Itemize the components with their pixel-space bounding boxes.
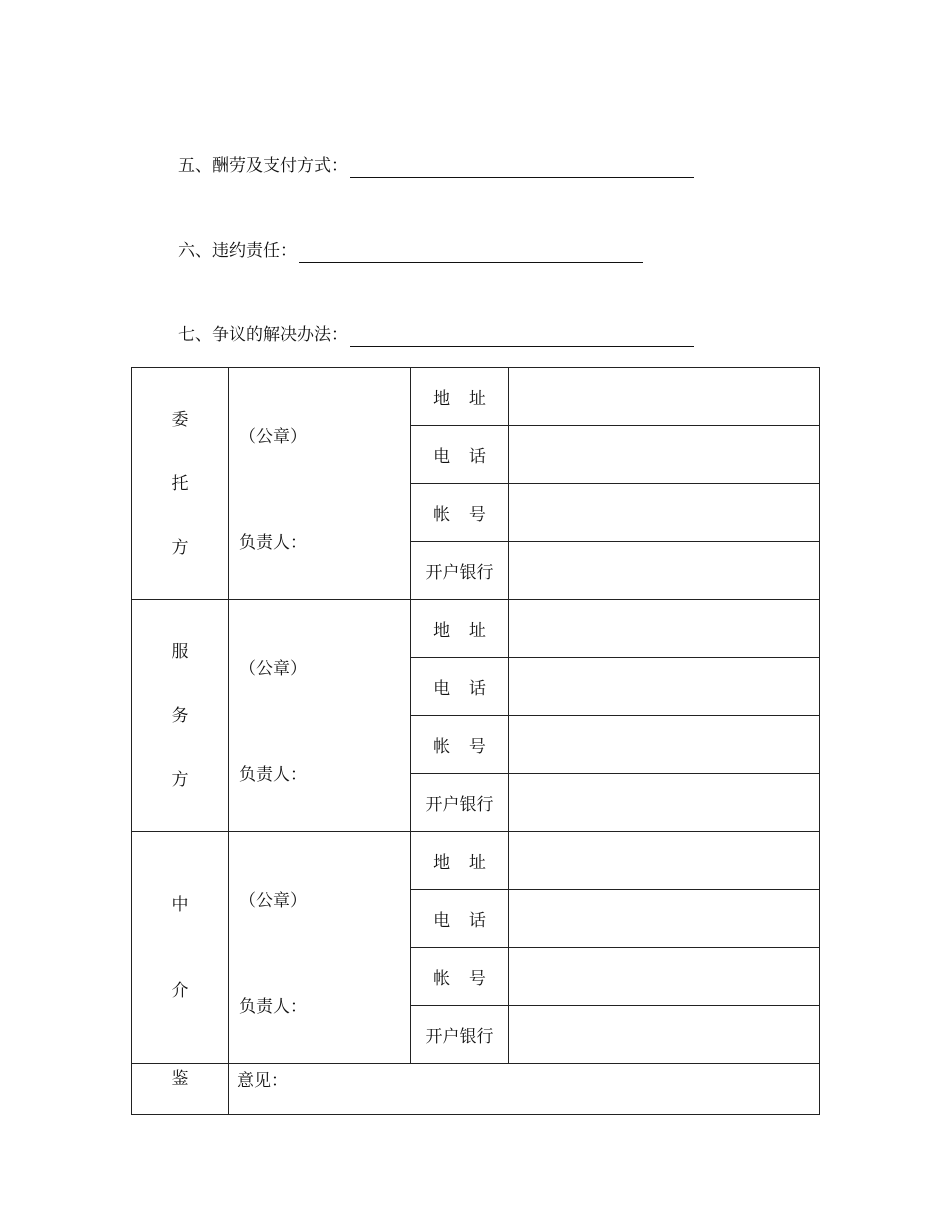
opinion-label: 意见： <box>237 1071 288 1091</box>
bank-label: 开户银行 <box>411 1006 509 1064</box>
party-name-char: 方 <box>171 537 189 558</box>
party-name-char: 介 <box>171 980 189 1001</box>
phone-label: 电话 <box>411 426 509 484</box>
bank-field[interactable] <box>509 542 820 600</box>
party-name-char: 委 <box>171 409 189 430</box>
seal-label: （公章） <box>239 891 307 911</box>
account-label: 帐号 <box>411 948 509 1006</box>
seal-label: （公章） <box>239 427 307 447</box>
address-label: 地址 <box>411 832 509 890</box>
address-field[interactable] <box>509 368 820 426</box>
bank-label: 开户银行 <box>411 774 509 832</box>
seal-area-mediator[interactable] <box>229 832 411 1064</box>
party-name-char: 托 <box>171 473 189 494</box>
fill-blank-breach[interactable] <box>299 244 643 263</box>
account-label: 帐号 <box>411 484 509 542</box>
party-name-client <box>132 368 229 600</box>
clause-label: 六、违约责任： <box>178 241 297 261</box>
bank-label: 开户银行 <box>411 542 509 600</box>
phone-label: 电话 <box>411 890 509 948</box>
account-field[interactable] <box>509 484 820 542</box>
seal-area-service[interactable] <box>229 600 411 832</box>
appraisal-label: 鉴 <box>132 1064 229 1115</box>
seal-label: （公章） <box>239 659 307 679</box>
bank-field[interactable] <box>509 1006 820 1064</box>
clause-breach <box>178 239 643 263</box>
opinion-field[interactable] <box>229 1064 820 1115</box>
address-label: 地址 <box>411 368 509 426</box>
phone-field[interactable] <box>509 658 820 716</box>
account-field[interactable] <box>509 716 820 774</box>
phone-field[interactable] <box>509 426 820 484</box>
clause-payment <box>178 154 694 178</box>
clause-label: 五、酬劳及支付方式： <box>178 156 348 176</box>
phone-label: 电话 <box>411 658 509 716</box>
fill-blank-dispute[interactable] <box>350 328 694 347</box>
address-field[interactable] <box>509 832 820 890</box>
responsible-label: 负责人： <box>239 765 307 785</box>
party-name-service <box>132 600 229 832</box>
address-field[interactable] <box>509 600 820 658</box>
account-label: 帐号 <box>411 716 509 774</box>
address-label: 地址 <box>411 600 509 658</box>
clause-dispute <box>178 323 694 347</box>
party-name-char: 中 <box>171 894 189 915</box>
signature-table <box>131 367 820 1115</box>
party-name-char: 方 <box>171 769 189 790</box>
responsible-label: 负责人： <box>239 997 307 1017</box>
party-name-char: 务 <box>171 705 189 726</box>
fill-blank-payment[interactable] <box>350 159 694 178</box>
party-name-char: 服 <box>171 641 189 662</box>
clause-label: 七、争议的解决办法： <box>178 325 348 345</box>
phone-field[interactable] <box>509 890 820 948</box>
responsible-label: 负责人： <box>239 533 307 553</box>
account-field[interactable] <box>509 948 820 1006</box>
party-name-mediator <box>132 832 229 1064</box>
seal-area-client[interactable] <box>229 368 411 600</box>
bank-field[interactable] <box>509 774 820 832</box>
